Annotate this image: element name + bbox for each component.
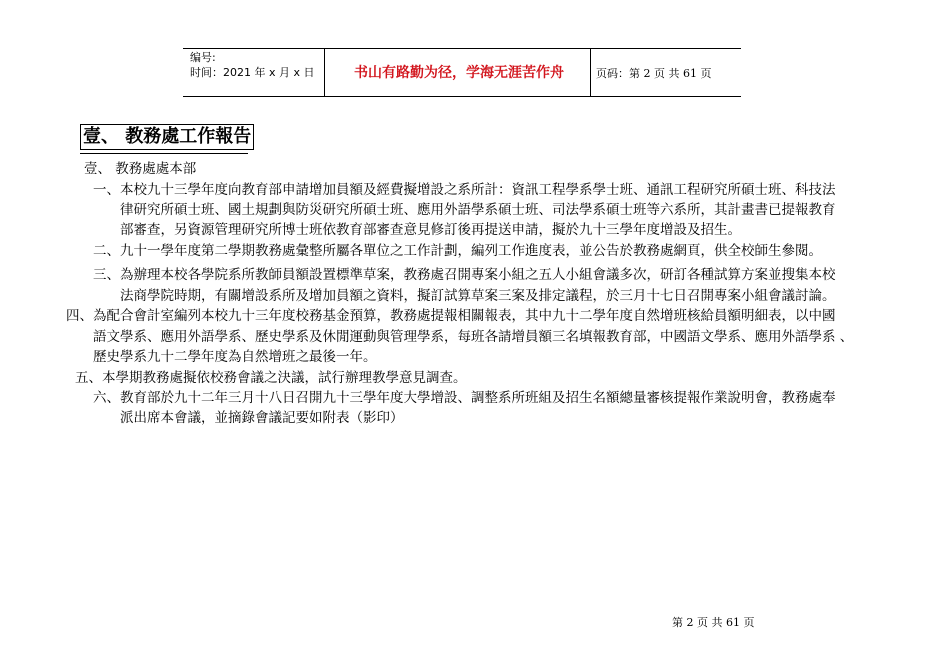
- item-6-line-1: 六、教育部於九十二年三月十八日召開九十三學年度大學增設、調整系所班組及招生名額總量審核提報作業說明會，教務處奉: [93, 390, 836, 406]
- header-time: 时间：2021 年 x 月 x 日: [190, 66, 315, 79]
- item-2-line-1: 二、九十一學年度第二學期教務處彙整所屬各單位之工作計劃，編列工作進度表，並公告於教務處網頁，供全校師生參閱。: [93, 243, 822, 259]
- sub-heading: 壹、 教務處處本部: [84, 161, 197, 177]
- header-motto: 书山有路勤为径，学海无涯苦作舟: [354, 65, 564, 81]
- section-title: 壹、 教務處工作報告: [80, 124, 254, 150]
- header-divider-2: [590, 48, 591, 97]
- header-bottom-rule: [183, 96, 741, 97]
- item-3-line-2: 法商學院時期，有關增設系所及增加員額之資料，擬訂試算草案三案及排定議程，於三月十七日召開專案小組會議討論。: [120, 288, 836, 304]
- header-divider-1: [324, 48, 325, 97]
- item-3-line-1: 三、為辦理本校各學院系所教師員額設置標準草案，教務處召開專案小組之五人小組會議多次，研訂各種試算方案並搜集本校: [93, 267, 836, 283]
- header-number: 编号:: [190, 51, 216, 64]
- item-6-line-2: 派出席本會議，並摘錄會議記要如附表（影印）: [120, 410, 404, 426]
- section-title-underline: [80, 153, 248, 154]
- item-5-line-1: 五、本學期教務處擬依校務會議之決議，試行辦理教學意見調查。: [75, 370, 467, 386]
- header-top-rule: [183, 48, 741, 49]
- header-page-number: 页码：第 2 页 共 61 页: [596, 67, 712, 80]
- item-1-line-3: 部審查，另資源管理研究所博士班依教育部審查意見修訂後再提送申請，擬於九十三學年度增設及招生。: [120, 222, 741, 238]
- header-meta: [190, 50, 315, 80]
- item-4-line-2: 語文學系、應用外語學系、歷史學系及休閒運動與管理學系，每班各請增員額三名填報教育部，中國語文學系、應用外語學系 、: [93, 329, 854, 345]
- item-1-line-2: 律研究所碩士班、國土規劃與防災研究所碩士班、應用外語學系碩士班、司法學系碩士班等六系所，其計畫書已提報教育: [120, 202, 836, 218]
- item-4-line-1: 四、為配合會計室編列本校九十三年度校務基金預算，教務處提報相關報表，其中九十二學年度自然增班核給員額明細表，以中國: [66, 308, 836, 324]
- item-4-line-3: 歷史學系九十二學年度為自然增班之最後一年。: [93, 349, 377, 365]
- footer-page-number: 第 2 页 共 61 页: [672, 616, 755, 629]
- item-1-line-1: 一、本校九十三學年度向教育部申請增加員額及經費擬增設之系所計：資訊工程學系學士班、通訊工程研究所碩士班、科技法: [93, 182, 836, 198]
